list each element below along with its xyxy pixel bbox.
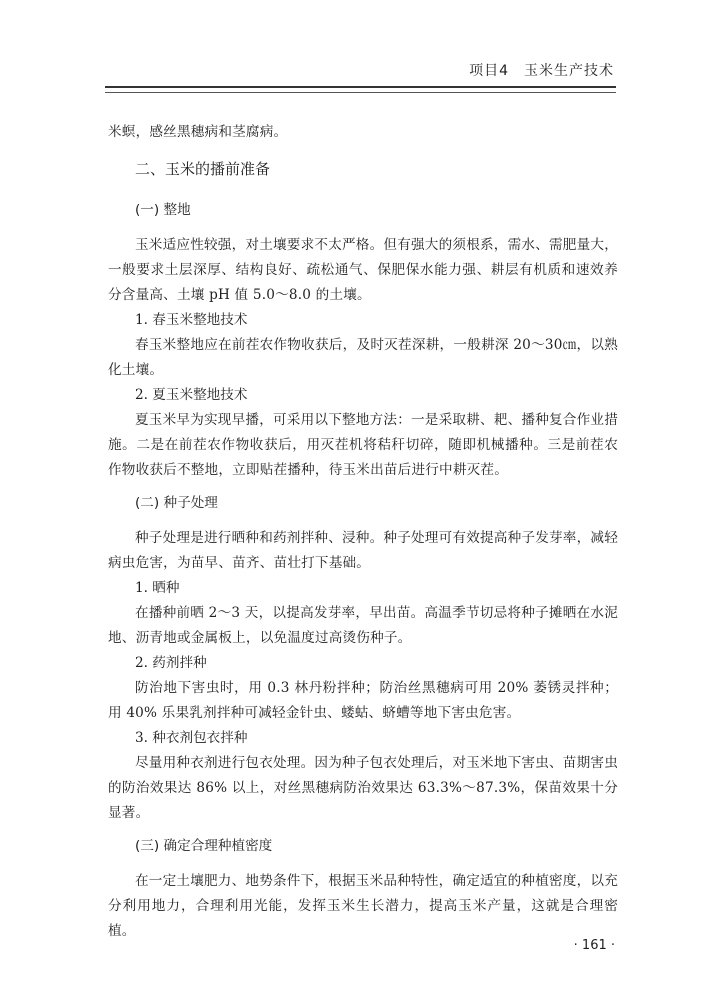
page-body — [108, 120, 618, 944]
subsection-heading-planting-density: (三) 确定合理种植密度 — [135, 838, 273, 854]
paragraph: 在一定土壤肥力、地势条件下，根据玉米品种特性，确定适宜的种植密度，以充分利用地力，合理利用光能，发挥玉米生长潜力，提高玉米产量，这就是合理密植。 — [108, 873, 618, 939]
continued-paragraph: 米螟，感丝黑穗病和茎腐病。 — [108, 124, 288, 140]
paragraph: 种子处理是进行晒种和药剂拌种、浸种。种子处理可有效提高种子发芽率，减轻病虫危害，为苗早、苗齐、苗壮打下基础。 — [108, 530, 618, 571]
item-heading: 1. 春玉米整地技术 — [135, 312, 248, 328]
paragraph: 尽量用种衣剂进行包衣处理。因为种子包衣处理后，对玉米地下害虫、苗期害虫的防治效果达 86% 以上，对丝黑穗病防治效果达 63.3%～87.3%，保苗效果十分显著。 — [108, 755, 618, 821]
section-heading: 二、玉米的播前准备 — [135, 160, 271, 178]
paragraph: 防治地下害虫时，用 0.3 林丹粉拌种；防治丝黑穗病可用 20% 萎锈灵拌种；用 40% 乐果乳剂拌种可减轻金针虫、蝼蛄、蛴螬等地下害虫危害。 — [108, 680, 618, 721]
page-header — [0, 0, 721, 110]
paragraph: 玉米适应性较强，对土壤要求不太严格。但有强大的须根系，需水、需肥量大，一般要求土层深厚、结构良好、疏松通气、保肥保水能力强、耕层有机质和速效养分含量高、土壤 pH 值 5.0～8.0 的土壤。 — [108, 237, 618, 303]
item-heading: 3. 种衣剂包衣拌种 — [135, 730, 248, 746]
paragraph: 夏玉米早为实现早播，可采用以下整地方法：一是采取耕、耙、播种复合作业措施。二是在前茬农作物收获后，用灭茬机将秸秆切碎，随即机械播种。三是前茬农作物收获后不整地，立即贴茬播种，待玉米出苗后进行中耕灭茬。 — [108, 412, 618, 478]
subsection-heading-seed-treatment: (二) 种子处理 — [135, 495, 218, 511]
running-header-title: 项目4 玉米生产技术 — [469, 63, 614, 79]
paragraph: 在播种前晒 2～3 天，以提高发芽率，早出苗。高温季节切忌将种子摊晒在水泥地、沥青地或金属板上，以免温度过高烫伤种子。 — [108, 605, 618, 646]
header-rule-thin — [105, 92, 616, 93]
header-rule-thick — [105, 86, 616, 88]
page-number: · 161 · — [573, 938, 615, 953]
subsection-heading-land-prep: (一) 整地 — [135, 202, 191, 218]
item-heading: 1. 晒种 — [135, 580, 180, 596]
item-heading: 2. 夏玉米整地技术 — [135, 387, 248, 403]
item-heading: 2. 药剂拌种 — [135, 655, 207, 671]
paragraph: 春玉米整地应在前茬农作物收获后，及时灭茬深耕，一般耕深 20～30㎝，以熟化土壤。 — [108, 337, 618, 378]
